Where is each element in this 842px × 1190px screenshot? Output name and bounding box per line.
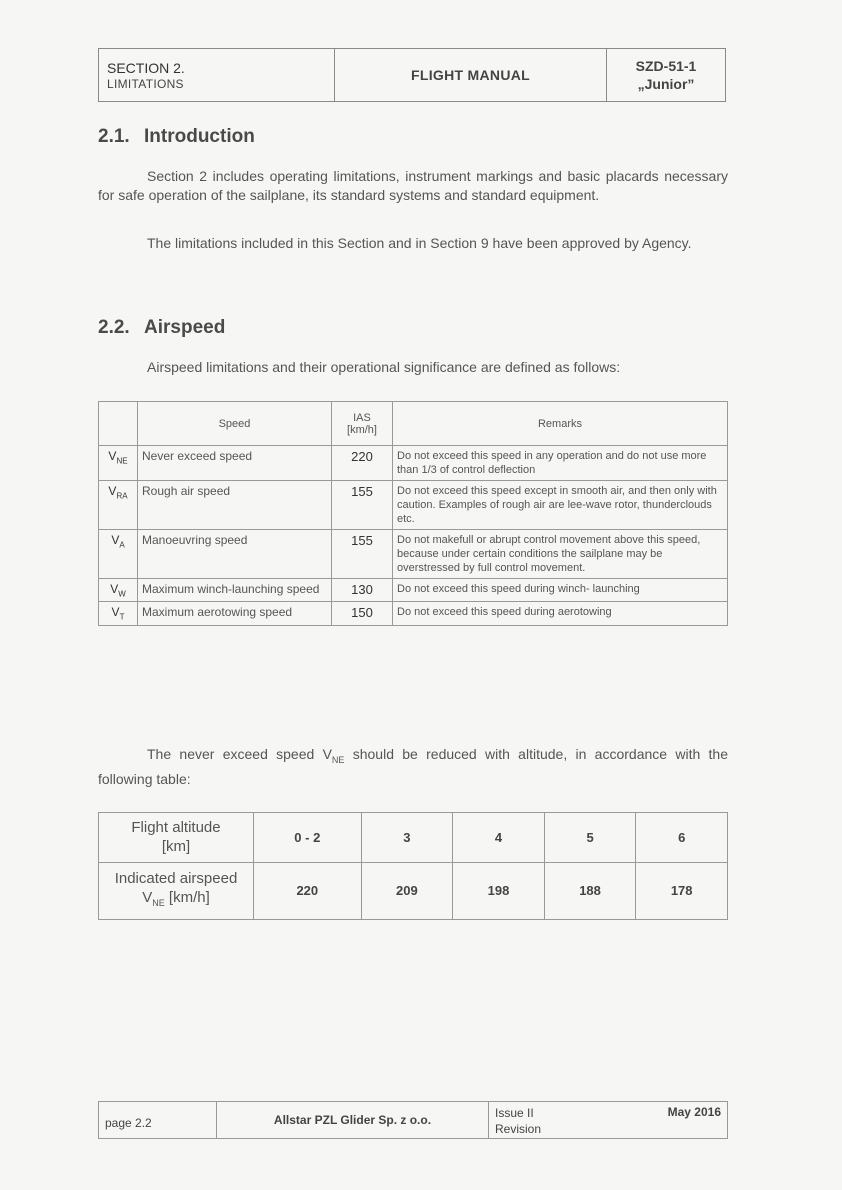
altitude-cell: 5 [544, 813, 636, 863]
speed-name: Manoeuvring speed [138, 530, 332, 579]
table-header-row [99, 402, 728, 446]
col-ias-label: IAS [353, 411, 371, 424]
table-row [99, 481, 728, 530]
header-model: „Junior” [637, 76, 695, 92]
table-row [99, 579, 728, 602]
speed-name: Never exceed speed [138, 446, 332, 481]
altitude-cell: 0 - 2 [254, 813, 362, 863]
speed-name: Maximum aerotowing speed [138, 602, 332, 625]
airspeed-table [98, 401, 728, 626]
intro-paragraph-1: Section 2 includes operating limitations, instrument markings and basic placards necessary for safe operation of the sailplane, its standard systems and standard equipment. [98, 168, 728, 203]
speed-symbol: $V_A$ [99, 530, 138, 579]
altitude-cell: 6 [636, 813, 728, 863]
speed-symbol: $V_W$ [99, 579, 138, 602]
speed-ias: 220 [332, 446, 393, 481]
altitude-cell: 3 [361, 813, 453, 863]
heading-introduction [98, 126, 255, 148]
airspeed-row-label: Indicated airspeed $V_{NE}$ [km/h] [99, 862, 254, 919]
col-ias [332, 402, 393, 446]
col-symbol [99, 402, 138, 446]
table-row [99, 813, 728, 863]
speed-symbol: $V_{NE}$ [99, 446, 138, 481]
table-row [99, 862, 728, 919]
header-section: SECTION 2. [107, 60, 185, 76]
table-row [99, 602, 728, 625]
speed-remarks: Do not exceed this speed except in smooth air, and then only with caution. Examples of rough air are lee-wave rotor, thunderclouds etc. [393, 481, 728, 530]
speed-ias: 155 [332, 530, 393, 579]
header-section-cell [99, 49, 335, 101]
altitude-table [98, 812, 728, 920]
speed-ias: 155 [332, 481, 393, 530]
header-doc-cell [607, 49, 725, 101]
speed-symbol: $V_T$ [99, 602, 138, 625]
intro-paragraph-2: The limitations included in this Section and in Section 9 have been approved by Agency. [147, 235, 692, 251]
table-row [99, 530, 728, 579]
col-speed: Speed [138, 402, 332, 446]
header-title-cell [335, 49, 607, 101]
airspeed-cell: 198 [453, 862, 545, 919]
heading-airspeed [98, 317, 225, 339]
footer-page: page 2.2 [99, 1102, 217, 1138]
airspeed-cell: 209 [361, 862, 453, 919]
footer-revision: Revision [495, 1122, 542, 1136]
header-title: FLIGHT MANUAL [411, 67, 530, 83]
heading-title: Airspeed [144, 317, 226, 338]
altitude-row-label: Flight altitude [km] [99, 813, 254, 863]
speed-name: Maximum winch-launching speed [138, 579, 332, 602]
footer-issue: Issue II [495, 1106, 534, 1120]
speed-remarks: Do not exceed this speed during winch- launching [393, 579, 728, 602]
col-ias-unit: [km/h] [347, 423, 377, 436]
footer-date: May 2016 [667, 1105, 721, 1119]
footer-issue-cell [489, 1102, 621, 1138]
table-row [99, 446, 728, 481]
airspeed-paragraph-2: The never exceed speed $V_{NE}$ should be reduced with altitude, in accordance with the following table: [98, 746, 728, 787]
speed-name: Rough air speed [138, 481, 332, 530]
header-doc-id: SZD-51-1 [635, 58, 697, 74]
airspeed-paragraph-1: Airspeed limitations and their operational significance are defined as follows: [147, 359, 621, 375]
header-section-name: LIMITATIONS [107, 77, 184, 91]
heading-number: 2.1. [98, 126, 130, 147]
speed-symbol: $V_{RA}$ [99, 481, 138, 530]
page-header [98, 48, 726, 102]
airspeed-cell: 188 [544, 862, 636, 919]
speed-remarks: Do not exceed this speed in any operation and do not use more than 1/3 of control deflection [393, 446, 728, 481]
speed-ias: 150 [332, 602, 393, 625]
airspeed-cell: 220 [254, 862, 362, 919]
page-footer [98, 1101, 728, 1139]
heading-title: Introduction [144, 126, 255, 147]
speed-remarks: Do not makefull or abrupt control movement above this speed, because under certain conditions the sailplane may be overstressed by full control movement. [393, 530, 728, 579]
speed-remarks: Do not exceed this speed during aerotowing [393, 602, 728, 625]
airspeed-cell: 178 [636, 862, 728, 919]
col-remarks: Remarks [393, 402, 728, 446]
speed-ias: 130 [332, 579, 393, 602]
footer-company: Allstar PZL Glider Sp. z o.o. [217, 1102, 489, 1138]
heading-number: 2.2. [98, 317, 130, 338]
altitude-cell: 4 [453, 813, 545, 863]
